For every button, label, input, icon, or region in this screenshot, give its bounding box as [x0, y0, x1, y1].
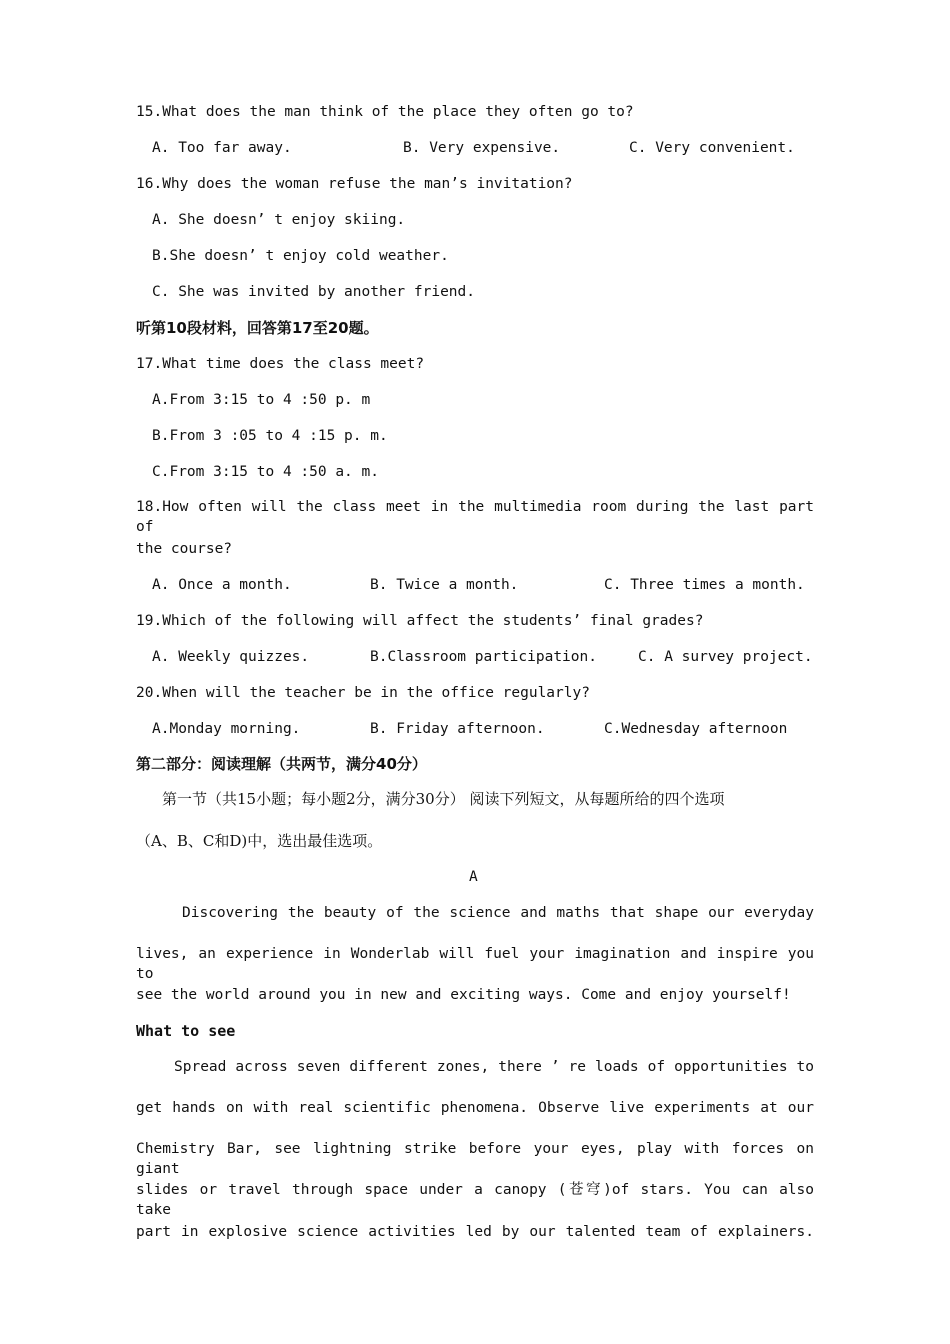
passage-p2-line4: slides or travel through space under a canopy (苍穹)of stars. You can also take [136, 1182, 814, 1218]
part2-instructions-line1: 第一节（共15小题；每小题2分，满分30分） 阅读下列短文，从每题所给的四个选项 [162, 790, 725, 808]
q17-option-b: B.From 3 :05 to 4 :15 p. m. [152, 428, 388, 444]
q15-stem: 15.What does the man think of the place they often go to? [136, 104, 634, 120]
q18-stem-line1: 18.How often will the class meet in the multimedia room during the last part of [136, 499, 814, 535]
what-to-see-heading: What to see [136, 1022, 236, 1040]
part2-instructions-line2: （A、B、C和D)中，选出最佳选项。 [136, 832, 383, 850]
passage-p2-line2: get hands on with real scientific phenomena. Observe live experiments at our [136, 1100, 814, 1116]
passage-p1-line2: lives, an experience in Wonderlab will fuel your imagination and inspire you to [136, 946, 814, 982]
passage-p1-line3: see the world around you in new and exciting ways. Come and enjoy yourself! [136, 987, 791, 1003]
q18-option-c: C. Three times a month. [604, 577, 805, 593]
q19-option-a: A. Weekly quizzes. [152, 649, 310, 665]
q16-option-a: A. She doesn’ t enjoy skiing. [152, 212, 406, 228]
q20-stem: 20.When will the teacher be in the office regularly? [136, 685, 590, 701]
q17-option-a: A.From 3:15 to 4 :50 p. m [152, 392, 371, 408]
q17-option-c: C.From 3:15 to 4 :50 a. m. [152, 464, 379, 480]
passage-p2-line3: Chemistry Bar, see lightning strike before your eyes, play with forces on giant [136, 1141, 814, 1177]
q18-option-b: B. Twice a month. [370, 577, 519, 593]
q16-stem: 16.Why does the woman refuse the man’s invitation? [136, 176, 573, 192]
section-10-heading: 听第10段材料，回答第17至20题。 [136, 319, 379, 337]
q19-option-b: B.Classroom participation. [370, 649, 597, 665]
q20-option-b: B. Friday afternoon. [370, 721, 545, 737]
passage-p2-line1: Spread across seven different zones, there ’ re loads of opportunities to [174, 1059, 814, 1075]
passage-p2-line5: part in explosive science activities led by our talented team of explainers. [136, 1224, 814, 1240]
q18-option-a: A. Once a month. [152, 577, 292, 593]
passage-letter: A [469, 869, 478, 885]
part2-title: 第二部分：阅读理解（共两节，满分40分） [136, 755, 427, 773]
q19-stem: 19.Which of the following will affect the students’ final grades? [136, 613, 704, 629]
passage-p1-line1: Discovering the beauty of the science and maths that shape our everyday [182, 905, 814, 921]
q17-stem: 17.What time does the class meet? [136, 356, 425, 372]
q15-option-a: A. Too far away. [152, 140, 292, 156]
q15-option-b: B. Very expensive. [403, 140, 561, 156]
q15-option-c: C. Very convenient. [629, 140, 795, 156]
q18-stem-line2: the course? [136, 541, 233, 557]
q20-option-a: A.Monday morning. [152, 721, 301, 737]
q16-option-b: B.She doesn’ t enjoy cold weather. [152, 248, 449, 264]
q16-option-c: C. She was invited by another friend. [152, 284, 476, 300]
q19-option-c: C. A survey project. [638, 649, 813, 665]
q20-option-c: C.Wednesday afternoon [604, 721, 788, 737]
